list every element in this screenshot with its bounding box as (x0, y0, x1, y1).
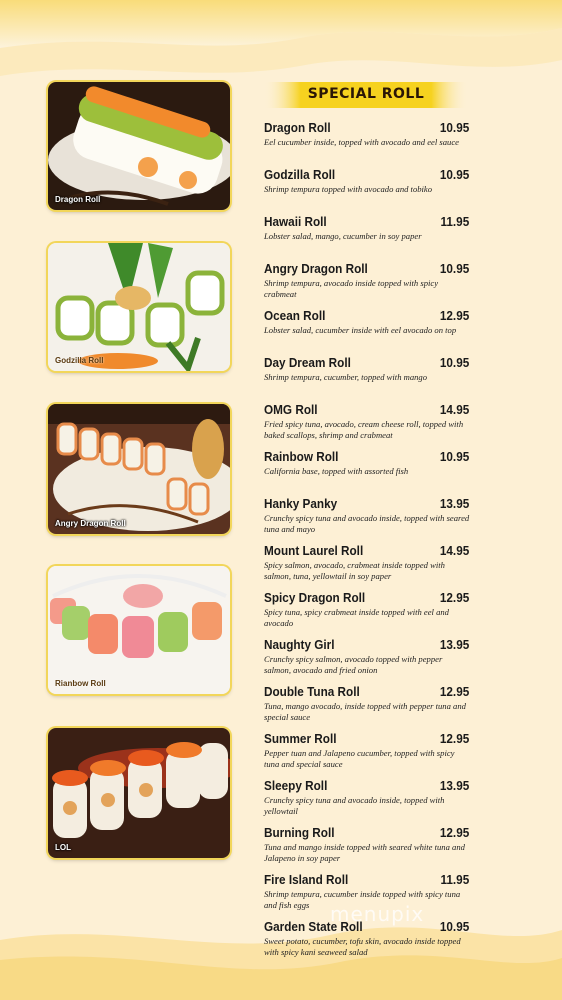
item-description: California base, topped with assorted fish (264, 466, 409, 476)
item-price: 10.95 (439, 450, 470, 464)
item-name: Dragon Roll (264, 121, 331, 135)
dragon-roll-image (48, 82, 230, 210)
item-name: Burning Roll (264, 826, 335, 840)
photo-rainbow-roll (48, 566, 230, 694)
item-name: Double Tuna Roll (264, 685, 360, 699)
section-banner (264, 80, 468, 110)
photo-caption: Godzilla Roll (55, 356, 104, 365)
item-description: Lobster salad, mango, cucumber in soy paper (264, 231, 422, 241)
item-description: Spicy salmon, avocado, crabmeat inside topped with salmon, tuna, yellowtail in soy paper (264, 560, 445, 581)
menu-item (264, 496, 470, 543)
photo-caption: Dragon Roll (55, 195, 101, 204)
section-title: SPECIAL ROLL (307, 86, 425, 102)
photo-lol-roll (48, 728, 230, 858)
item-description: Shrimp tempura, avocado inside topped with spicy crabmeat (264, 278, 439, 299)
item-price: 12.95 (439, 732, 470, 746)
item-name: Hawaii Roll (264, 215, 327, 229)
item-description: Crunchy spicy tuna and avocado inside, topped with yellowtail (264, 795, 445, 816)
menu-item (264, 308, 470, 355)
item-name: Angry Dragon Roll (264, 262, 368, 276)
item-price: 14.95 (439, 544, 470, 558)
item-price: 10.95 (439, 920, 470, 934)
godzilla-roll-image (48, 243, 230, 371)
item-description: Shrimp tempura, cucumber inside topped with spicy tuna and fish eggs (264, 889, 461, 910)
item-description: Eel cucumber inside, topped with avocado and eel sauce (264, 137, 459, 147)
menu-item (264, 543, 470, 590)
item-price: 13.95 (439, 638, 470, 652)
item-name: Ocean Roll (264, 309, 326, 323)
item-price: 10.95 (439, 262, 470, 276)
item-name: Godzilla Roll (264, 168, 336, 182)
menu-item (264, 825, 470, 872)
item-name: Hanky Panky (264, 497, 338, 511)
menu-item (264, 731, 470, 778)
photo-caption: Angry Dragon Roll (55, 519, 126, 528)
item-name: Day Dream Roll (264, 356, 351, 370)
item-price: 12.95 (439, 826, 470, 840)
menu-item (264, 637, 470, 684)
menu-item (264, 778, 470, 825)
menu-item (264, 402, 470, 449)
menu-item (264, 684, 470, 731)
watermark: menupix (330, 902, 425, 926)
item-price: 11.95 (440, 215, 470, 229)
item-name: Sleepy Roll (264, 779, 328, 793)
item-name: OMG Roll (264, 403, 318, 417)
photo-caption: LOL (55, 843, 71, 852)
menu-item (264, 449, 470, 496)
item-description: Shrimp tempura topped with avocado and tobiko (264, 184, 433, 194)
item-description: Spicy tuna, spicy crabmeat inside topped with eel and avocado (264, 607, 449, 628)
menu-item (264, 919, 470, 966)
menu-list (264, 120, 470, 966)
menu-item (264, 120, 470, 167)
photo-godzilla-roll (48, 243, 230, 371)
item-name: Fire Island Roll (264, 873, 349, 887)
lol-roll-image (48, 728, 230, 858)
item-description: Crunchy spicy tuna and avocado inside, topped with seared tuna and mayo (264, 513, 470, 534)
menu-item (264, 214, 470, 261)
photo-angry-dragon-roll (48, 404, 230, 534)
item-price: 12.95 (439, 685, 470, 699)
menu-item (264, 355, 470, 402)
item-price: 10.95 (439, 356, 470, 370)
item-description: Sweet potato, cucumber, tofu skin, avocado inside topped with spicy kani seaweed salad (264, 936, 461, 957)
photo-caption: Rianbow Roll (55, 679, 106, 688)
item-name: Summer Roll (264, 732, 337, 746)
item-price: 10.95 (439, 121, 470, 135)
item-price: 10.95 (439, 168, 470, 182)
rainbow-roll-image (48, 566, 230, 694)
item-name: Spicy Dragon Roll (264, 591, 366, 605)
item-price: 13.95 (439, 497, 470, 511)
item-description: Tuna and mango inside topped with seared white tuna and Jalapeno in soy paper (264, 842, 465, 863)
item-description: Lobster salad, cucumber inside with eel avocado on top (264, 325, 457, 335)
menu-item (264, 590, 470, 637)
item-name: Naughty Girl (264, 638, 335, 652)
menu-item (264, 261, 470, 308)
item-description: Fried spicy tuna, avocado, cream cheese roll, topped with baked scallops, shrimp and crabmeat (264, 419, 464, 440)
item-description: Pepper tuan and Jalapeno cucumber, topped with spicy tuna and special sauce (264, 748, 455, 769)
item-price: 13.95 (439, 779, 470, 793)
item-description: Shrimp tempura, cucumber, topped with mango (264, 372, 428, 382)
item-name: Mount Laurel Roll (264, 544, 364, 558)
angry-dragon-roll-image (48, 404, 230, 534)
item-price: 12.95 (439, 591, 470, 605)
item-price: 11.95 (440, 873, 470, 887)
menu-item (264, 167, 470, 214)
item-description: Crunchy spicy salmon, avocado topped with pepper salmon, avocado and fried onion (264, 654, 443, 675)
item-price: 12.95 (439, 309, 470, 323)
item-price: 14.95 (439, 403, 470, 417)
item-description: Tuna, mango avocado, inside topped with pepper tuna and special sauce (264, 701, 466, 722)
item-name: Garden State Roll (264, 920, 363, 934)
photo-dragon-roll (48, 82, 230, 210)
item-name: Rainbow Roll (264, 450, 339, 464)
